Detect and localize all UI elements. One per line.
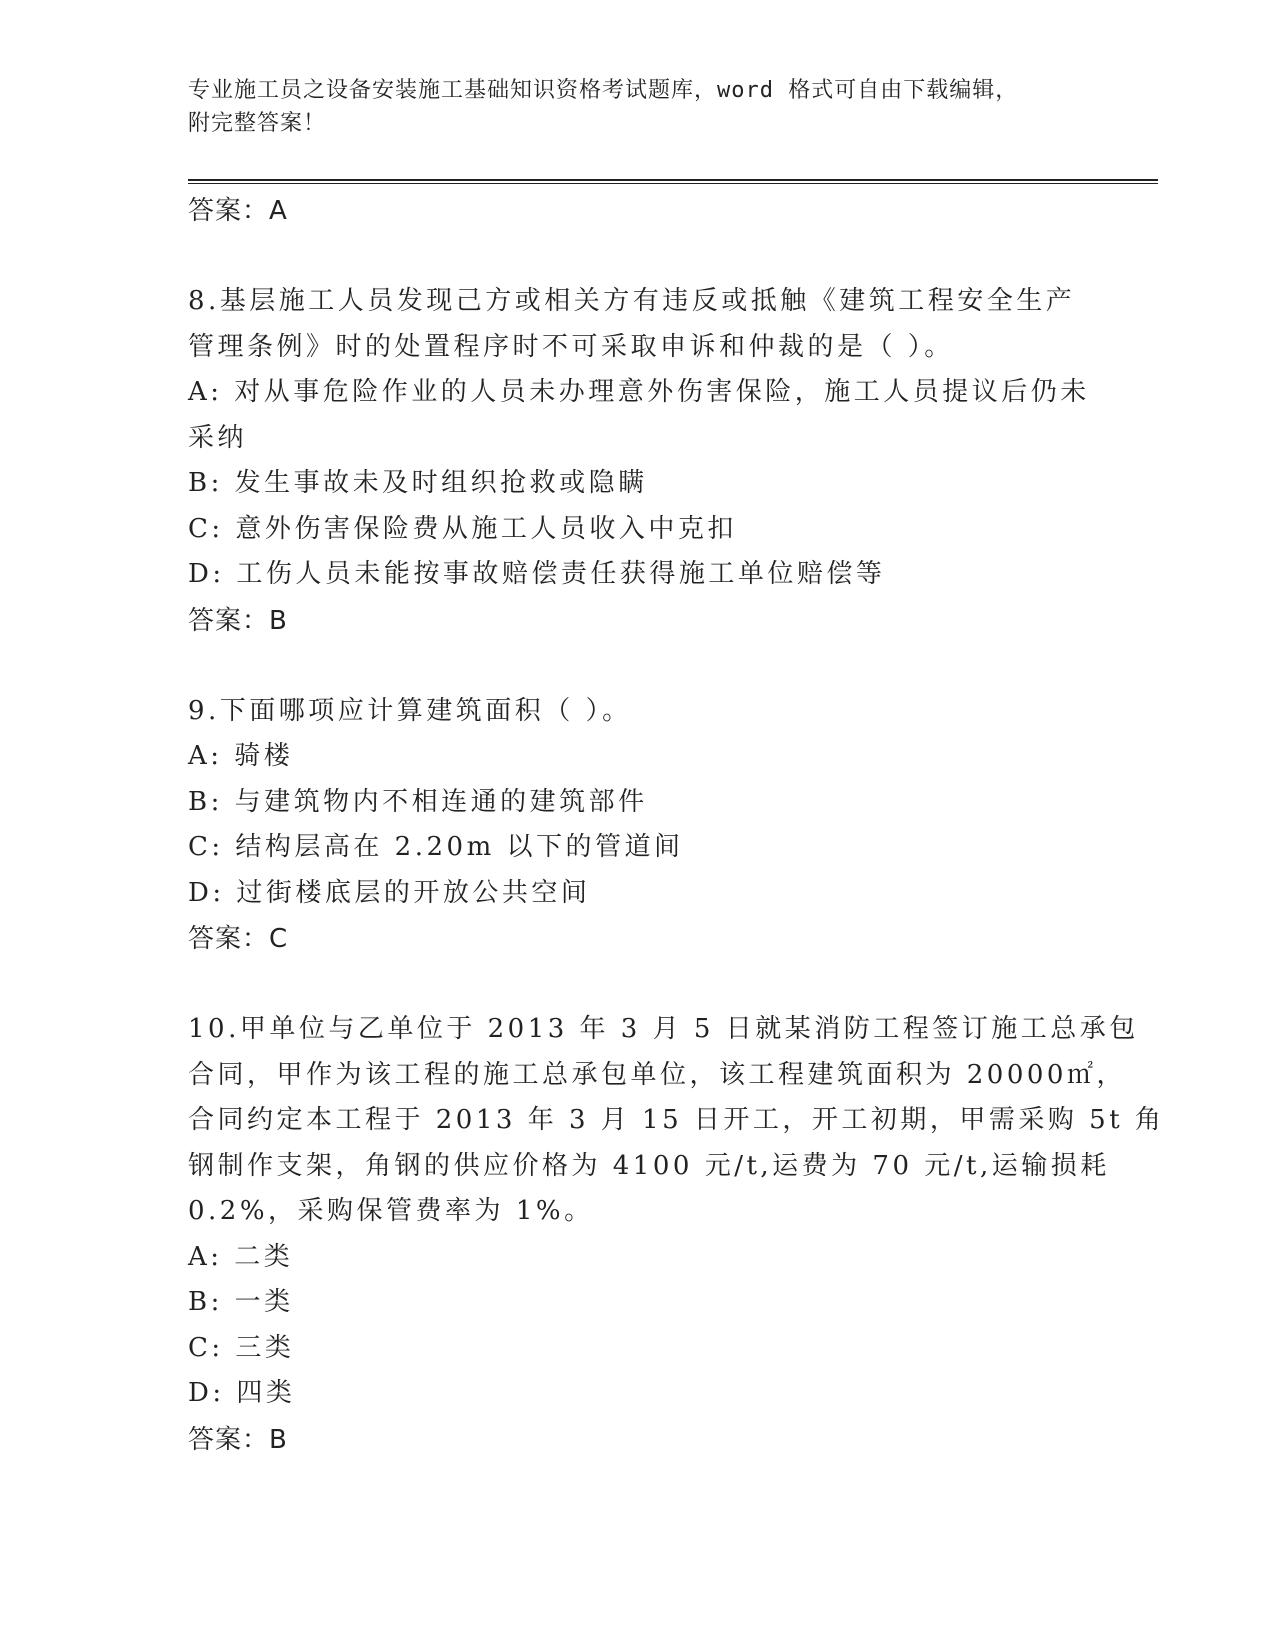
header-divider (188, 179, 1158, 181)
answer-line: 答案：C (188, 924, 289, 954)
option-d: D: 工伤人员未能按事故赔偿责任获得施工单位赔偿等 (188, 559, 886, 589)
option-b: B: 与建筑物内不相连通的建筑部件 (188, 786, 648, 817)
option-d: D: 四类 (188, 1378, 296, 1408)
answer-line: 答案：A (188, 196, 288, 226)
option-a: A: 二类 (188, 1241, 294, 1272)
question-text: 0.2%，采购保管费率为 1%。 (188, 1196, 594, 1226)
header-line: 专业施工员之设备安装施工基础知识资格考试题库，word 格式可自由下载编辑， (188, 78, 1019, 103)
question-text: 合同约定本工程于 2013 年 3 月 15 日开工，开工初期，甲需采购 5t 角 (188, 1105, 1165, 1135)
question-text: 8.基层施工人员发现己方或相关方有违反或抵触《建筑工程安全生产 (188, 286, 1076, 316)
document-body (188, 188, 1165, 1463)
option-c: C: 三类 (188, 1332, 295, 1363)
option-a: A: 对从事危险作业的人员未办理意外伤害保险，施工人员提议后仍未 (188, 377, 1090, 407)
option-c: C: 结构层高在 2.20m 以下的管道间 (188, 832, 684, 862)
question-text: 合同，甲作为该工程的施工总承包单位，该工程建筑面积为 20000㎡， (188, 1059, 1126, 1090)
question-9 (188, 689, 1088, 963)
spacer (188, 234, 1088, 279)
question-8 (188, 279, 1088, 644)
question-text: 钢制作支架，角钢的供应价格为 4100 元/t,运费为 70 元/t,运输损耗 (188, 1150, 1110, 1181)
document-header (188, 74, 1088, 140)
option-c: C: 意外伤害保险费从施工人员收入中克扣 (188, 513, 737, 544)
question-text: 10.甲单位与乙单位于 2013 年 3 月 5 日就某消防工程签订施工总承包 (188, 1014, 1139, 1044)
answer-line: 答案：B (188, 605, 288, 636)
spacer (188, 644, 1088, 689)
answer-line: 答案：B (188, 1424, 288, 1455)
option-d: D: 过街楼底层的开放公共空间 (188, 877, 591, 908)
header-line: 附完整答案！ (188, 111, 327, 136)
header-divider-thin (188, 183, 1158, 184)
option-b: B: 发生事故未及时组织抢救或隐瞒 (188, 468, 648, 498)
question-text: 9.下面哪项应计算建筑面积（ ）。 (188, 695, 632, 726)
option-b: B: 一类 (188, 1287, 294, 1317)
option-a: A: 骑楼 (188, 741, 294, 771)
option-a-continued: 采纳 (188, 422, 248, 453)
question-text: 管理条例》时的处置程序时不可采取申诉和仲裁的是（ ）。 (188, 331, 954, 362)
question-10 (188, 1007, 1165, 1463)
spacer (188, 962, 1088, 1007)
